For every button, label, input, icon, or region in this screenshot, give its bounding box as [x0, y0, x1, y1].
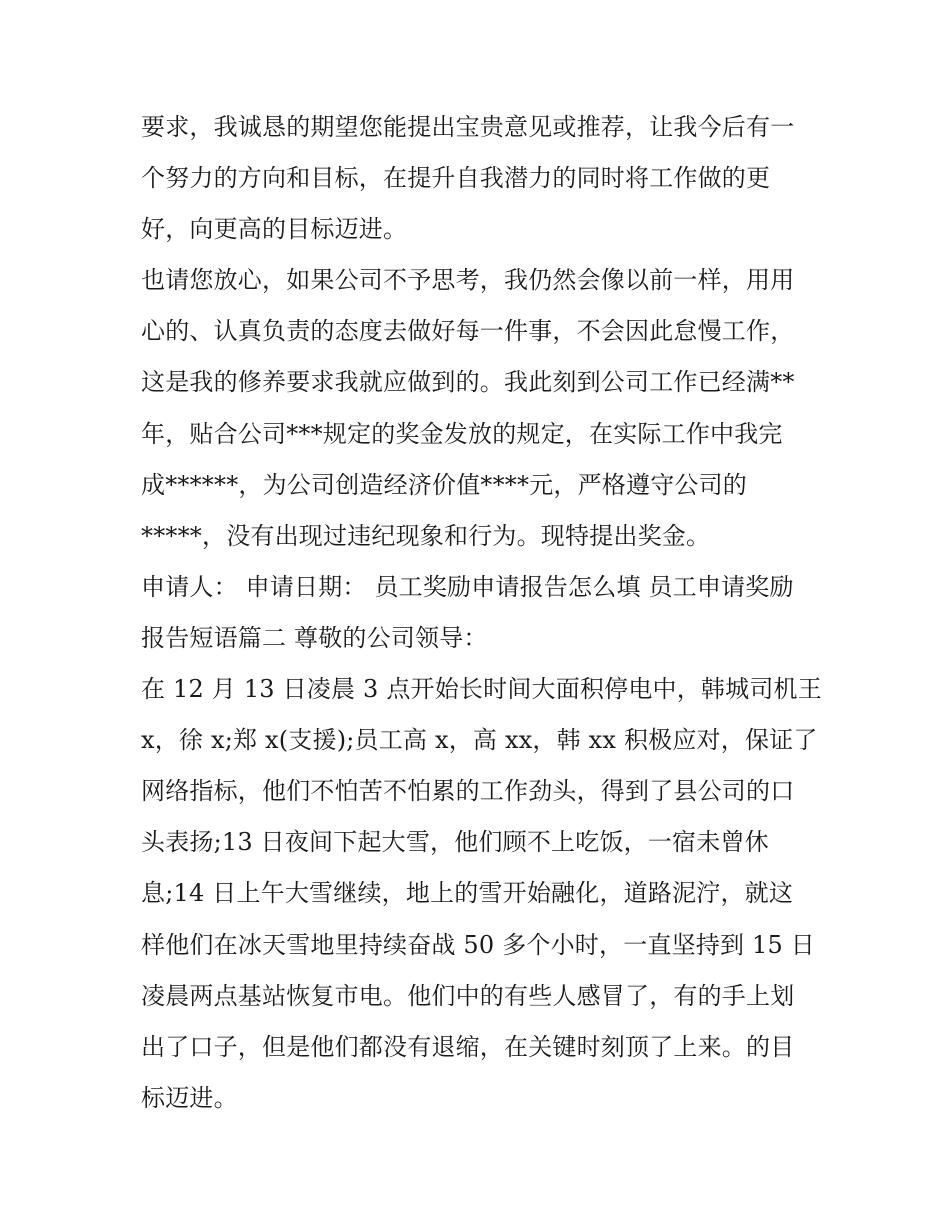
text-line: 报告短语篇二 尊敬的公司领导：: [141, 623, 488, 652]
text-line: 凌晨两点基站恢复市电。他们中的有些人感冒了，有的手上划: [141, 981, 795, 1010]
text-line: 网络指标，他们不怕苦不怕累的工作劲头，得到了县公司的口: [141, 777, 795, 806]
text-line: 也请您放心，如果公司不予思考，我仍然会像以前一样，用用: [141, 266, 795, 295]
text-line: 出了口子，但是他们都没有退缩，在关键时刻顶了上来。的目: [141, 1032, 795, 1061]
text-line: 这是我的修养要求我就应做到的。我此刻到公司工作已经满**: [141, 368, 795, 397]
text-line: 个努力的方向和目标，在提升自我潜力的同时将工作做的更: [141, 164, 771, 193]
text-line: 息;14 日上午大雪继续，地上的雪开始融化，道路泥泞，就这: [141, 879, 794, 908]
text-line: 申请人： 申请日期： 员工奖励申请报告怎么填 员工申请奖励: [141, 572, 794, 601]
text-line: 心的、认真负责的态度去做好每一件事，不会因此怠慢工作，: [141, 317, 795, 346]
text-line: 在 12 月 13 日凌晨 3 点开始长时间大面积停电中，韩城司机王: [141, 675, 822, 704]
text-line: 成******，为公司创造经济价值****元，严格遵守公司的: [141, 470, 747, 499]
text-line: 好，向更高的目标迈进。: [141, 215, 408, 244]
text-line: 头表扬;13 日夜间下起大雪，他们顾不上吃饭，一宿未曾休: [141, 828, 769, 857]
body-text: [141, 102, 821, 1124]
text-line: 要求，我诚恳的期望您能提出宝贵意见或推荐，让我今后有一: [141, 113, 795, 141]
text-line: 年，贴合公司***规定的奖金发放的规定，在实际工作中我完: [141, 419, 783, 448]
text-line: 样他们在冰天雪地里持续奋战 50 多个小时，一直坚持到 15 日: [141, 930, 815, 959]
text-line: *****，没有出现过违纪现象和行为。现特提出奖金。: [141, 521, 711, 550]
text-line: x，徐 x;郑 x(支援);员工高 x，高 xx，韩 xx 积极应对，保证了: [141, 726, 818, 755]
text-line: 标迈进。: [141, 1083, 238, 1112]
